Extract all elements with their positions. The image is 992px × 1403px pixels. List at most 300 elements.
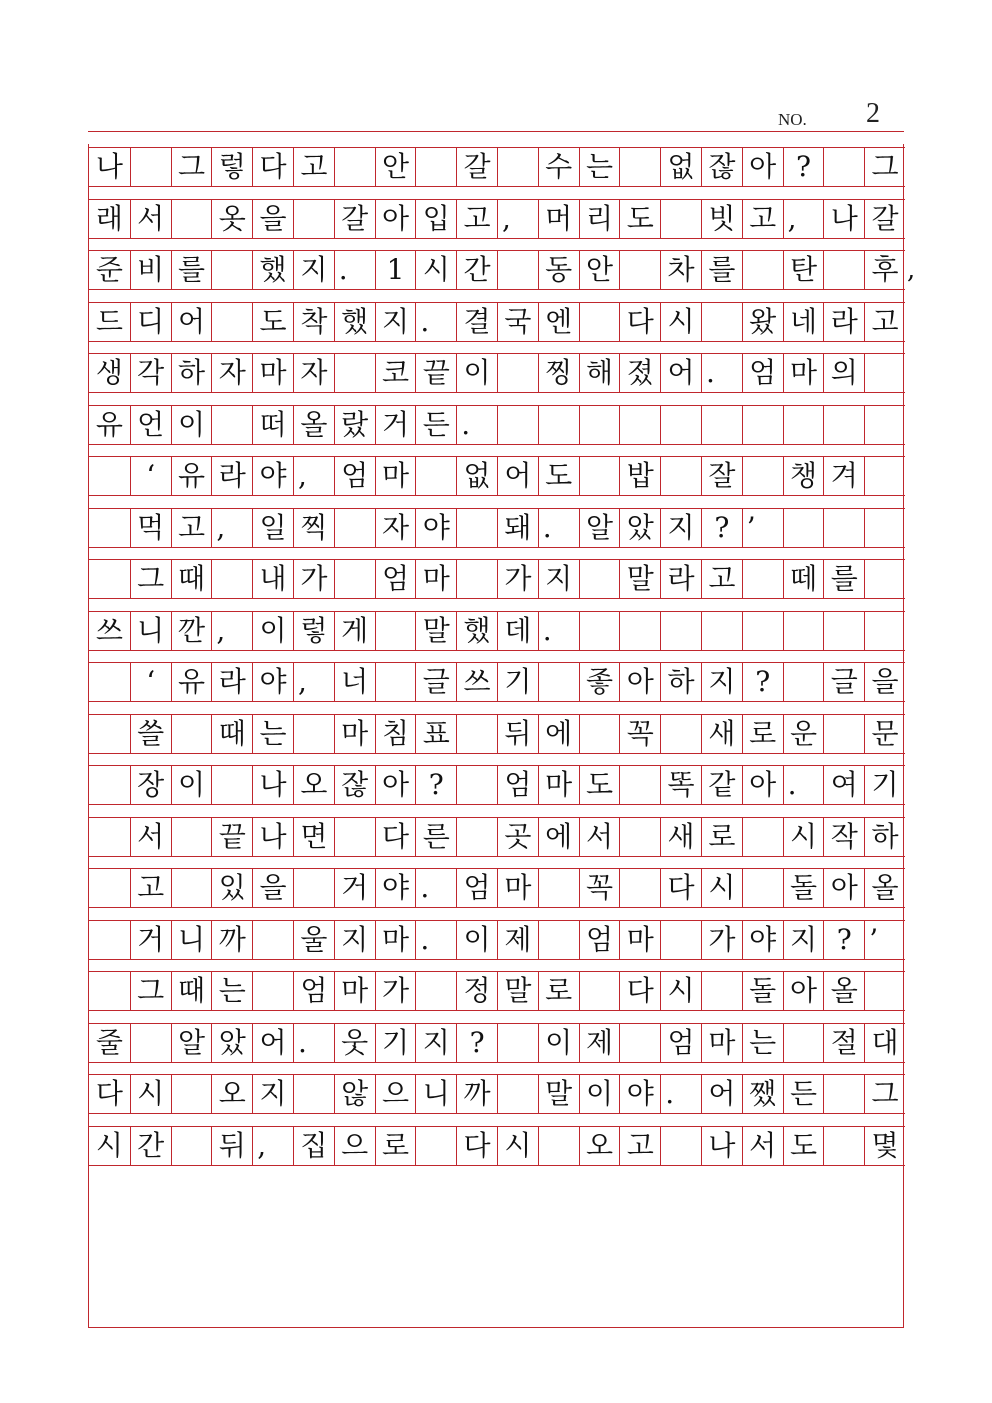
grid-cell: 안 bbox=[579, 251, 620, 289]
grid-cell: 야 bbox=[252, 457, 293, 495]
grid-cell bbox=[823, 251, 864, 289]
grid-cell: 생 bbox=[95, 356, 123, 389]
grid-row bbox=[89, 611, 905, 651]
grid-cell: . bbox=[701, 354, 742, 392]
grid-cell: 리 bbox=[579, 200, 620, 238]
grid-cell: 고 bbox=[130, 869, 171, 907]
grid-cell bbox=[619, 818, 660, 856]
grid-cell bbox=[619, 1024, 660, 1062]
grid-cell: 라 bbox=[211, 457, 252, 495]
grid-cell: 운 bbox=[783, 715, 824, 753]
grid-cell: 새 bbox=[660, 818, 701, 856]
grid-cell: 지 bbox=[252, 1075, 293, 1113]
grid-cell: 끝 bbox=[211, 818, 252, 856]
grid-cell bbox=[742, 560, 783, 598]
grid-cell: 도 bbox=[538, 457, 579, 495]
grid-cell bbox=[783, 612, 824, 650]
grid-cell bbox=[497, 406, 538, 444]
grid-cell: 돌 bbox=[783, 869, 824, 907]
grid-cell: 기 bbox=[864, 766, 905, 804]
grid-cell: 꼭 bbox=[579, 869, 620, 907]
grid-cell: 글 bbox=[415, 663, 456, 701]
grid-cell: 에 bbox=[538, 818, 579, 856]
grid-cell: 어 bbox=[701, 1075, 742, 1113]
grid-cell: 는 bbox=[252, 715, 293, 753]
grid-cell: 까 bbox=[211, 921, 252, 959]
grid-cell: 시 bbox=[415, 251, 456, 289]
grid-cell: 돌 bbox=[742, 972, 783, 1010]
grid-cell: 마 bbox=[619, 921, 660, 959]
grid-cell: 이 bbox=[579, 1075, 620, 1113]
grid-cell: 아 bbox=[783, 972, 824, 1010]
grid-cell: 아 bbox=[375, 200, 416, 238]
grid-cell: 언 bbox=[130, 406, 171, 444]
grid-cell bbox=[742, 612, 783, 650]
grid-cell: 았 bbox=[619, 509, 660, 547]
grid-cell bbox=[579, 972, 620, 1010]
grid-cell: 을 bbox=[252, 200, 293, 238]
grid-cell: 디 bbox=[130, 303, 171, 341]
grid-cell bbox=[823, 406, 864, 444]
grid-cell: . bbox=[415, 869, 456, 907]
grid-cell bbox=[334, 560, 375, 598]
grid-cell bbox=[130, 148, 171, 186]
grid-cell bbox=[415, 972, 456, 1010]
grid-cell: 지 bbox=[660, 509, 701, 547]
grid-cell: 꼭 bbox=[619, 715, 660, 753]
grid-cell: 지 bbox=[701, 663, 742, 701]
grid-cell bbox=[375, 663, 416, 701]
grid-cell: 시 bbox=[783, 818, 824, 856]
grid-cell: 울 bbox=[293, 921, 334, 959]
grid-cell: 네 bbox=[783, 303, 824, 341]
grid-cell: . bbox=[334, 251, 375, 289]
grid-cell: 집 bbox=[293, 1127, 334, 1165]
grid-cell: 엄 bbox=[456, 869, 497, 907]
grid-cell bbox=[497, 1024, 538, 1062]
grid-cell: 여 bbox=[823, 766, 864, 804]
grid-cell: 다 bbox=[619, 972, 660, 1010]
grid-cell bbox=[783, 509, 824, 547]
grid-cell: 도 bbox=[783, 1127, 824, 1165]
grid-cell bbox=[742, 406, 783, 444]
grid-cell: 니 bbox=[130, 612, 171, 650]
grid-cell bbox=[211, 303, 252, 341]
grid-cell: 시 bbox=[701, 869, 742, 907]
grid-cell: 거 bbox=[334, 869, 375, 907]
grid-cell: 갈 bbox=[334, 200, 375, 238]
grid-cell bbox=[823, 1127, 864, 1165]
grid-cell bbox=[293, 715, 334, 753]
grid-cell: 시 bbox=[660, 972, 701, 1010]
grid-cell: 를 bbox=[171, 251, 212, 289]
grid-cell: 끝 bbox=[415, 354, 456, 392]
grid-cell: 잖 bbox=[701, 148, 742, 186]
grid-cell bbox=[415, 457, 456, 495]
grid-cell: 어 bbox=[497, 457, 538, 495]
grid-cell: 마 bbox=[334, 715, 375, 753]
grid-cell bbox=[293, 869, 334, 907]
page-number: 2 bbox=[866, 98, 880, 129]
grid-cell: , bbox=[293, 457, 334, 495]
grid-cell: 을 bbox=[252, 869, 293, 907]
grid-cell: ? bbox=[742, 663, 783, 701]
grid-cell: 찡 bbox=[538, 354, 579, 392]
grid-cell: . bbox=[538, 612, 579, 650]
grid-cell bbox=[171, 200, 212, 238]
grid-cell: 라 bbox=[660, 560, 701, 598]
grid-cell: 데 bbox=[497, 612, 538, 650]
grid-row bbox=[89, 1023, 905, 1063]
grid-cell bbox=[701, 406, 742, 444]
grid-cell: 자 bbox=[375, 509, 416, 547]
grid-cell: 로 bbox=[701, 818, 742, 856]
grid-cell: 를 bbox=[823, 560, 864, 598]
grid-row bbox=[89, 1126, 905, 1166]
grid-cell bbox=[171, 1075, 212, 1113]
grid-cell: 른 bbox=[415, 818, 456, 856]
grid-cell: 오 bbox=[579, 1127, 620, 1165]
grid-cell bbox=[742, 869, 783, 907]
grid-cell: 이 bbox=[171, 406, 212, 444]
grid-cell: 지 bbox=[375, 303, 416, 341]
grid-cell bbox=[252, 921, 293, 959]
grid-cell: 에 bbox=[538, 715, 579, 753]
grid-cell: 코 bbox=[375, 354, 416, 392]
grid-cell: 나 bbox=[823, 200, 864, 238]
grid-row bbox=[89, 868, 905, 908]
grid-cell: 아 bbox=[823, 869, 864, 907]
grid-cell: 곳 bbox=[497, 818, 538, 856]
grid-cell bbox=[497, 1075, 538, 1113]
grid-cell: 도 bbox=[619, 200, 660, 238]
grid-cell: 잘 bbox=[701, 457, 742, 495]
grid-cell bbox=[823, 1075, 864, 1113]
grid-cell: 다 bbox=[660, 869, 701, 907]
grid-cell bbox=[742, 457, 783, 495]
grid-cell bbox=[579, 303, 620, 341]
grid-cell: 도 bbox=[252, 303, 293, 341]
grid-cell: 으 bbox=[375, 1075, 416, 1113]
grid-cell: 올 bbox=[864, 869, 905, 907]
grid-cell bbox=[579, 560, 620, 598]
grid-cell: 엄 bbox=[497, 766, 538, 804]
grid-cell: 똑 bbox=[660, 766, 701, 804]
grid-cell bbox=[660, 715, 701, 753]
grid-cell: 나 bbox=[252, 766, 293, 804]
grid-cell bbox=[619, 251, 660, 289]
grid-cell: 없 bbox=[660, 148, 701, 186]
grid-cell bbox=[89, 766, 130, 804]
grid-cell: , bbox=[211, 509, 252, 547]
grid-cell: 드 bbox=[95, 304, 123, 338]
grid-cell bbox=[579, 457, 620, 495]
grid-cell: 야 bbox=[375, 869, 416, 907]
grid-cell: 야 bbox=[619, 1075, 660, 1113]
grid-cell bbox=[579, 612, 620, 650]
grid-cell bbox=[783, 406, 824, 444]
grid-cell: 결 bbox=[456, 303, 497, 341]
grid-cell: 유 bbox=[95, 407, 123, 441]
grid-cell: 없 bbox=[456, 457, 497, 495]
grid-cell: , bbox=[783, 200, 824, 238]
grid-cell bbox=[783, 1024, 824, 1062]
grid-cell: 엄 bbox=[334, 457, 375, 495]
grid-cell bbox=[619, 406, 660, 444]
grid-cell: 국 bbox=[497, 303, 538, 341]
grid-cell: 옷 bbox=[211, 200, 252, 238]
grid-cell: 야 bbox=[252, 663, 293, 701]
grid-cell: 해 bbox=[579, 354, 620, 392]
grid-cell: 야 bbox=[415, 509, 456, 547]
grid-cell: 잖 bbox=[334, 766, 375, 804]
grid-cell: 준 bbox=[95, 253, 123, 286]
grid-cell: . bbox=[415, 921, 456, 959]
grid-cell: 착 bbox=[293, 303, 334, 341]
grid-cell: 마 bbox=[701, 1024, 742, 1062]
grid-cell bbox=[497, 251, 538, 289]
grid-cell: 대 bbox=[864, 1024, 905, 1062]
grid-cell: . bbox=[293, 1024, 334, 1062]
grid-cell: 다 bbox=[375, 818, 416, 856]
grid-cell bbox=[619, 766, 660, 804]
grid-cell: 랐 bbox=[334, 406, 375, 444]
grid-cell: 서 bbox=[579, 818, 620, 856]
grid-cell: ‘ bbox=[130, 457, 171, 495]
grid-cell bbox=[497, 148, 538, 186]
grid-cell: 마 bbox=[334, 972, 375, 1010]
grid-cell bbox=[334, 148, 375, 186]
grid-cell: 밥 bbox=[619, 457, 660, 495]
grid-cell: 1 bbox=[375, 251, 416, 289]
grid-cell bbox=[701, 303, 742, 341]
grid-cell: ? bbox=[823, 921, 864, 959]
grid-cell: 그 bbox=[130, 972, 171, 1010]
grid-cell bbox=[293, 1075, 334, 1113]
grid-cell: 는 bbox=[742, 1024, 783, 1062]
grid-cell: 문 bbox=[864, 715, 905, 753]
grid-cell: ? bbox=[415, 766, 456, 804]
grid-cell bbox=[211, 406, 252, 444]
grid-cell: 제 bbox=[579, 1024, 620, 1062]
grid-cell: 하 bbox=[660, 663, 701, 701]
grid-cell bbox=[171, 869, 212, 907]
grid-cell: . bbox=[538, 509, 579, 547]
grid-cell: 제 bbox=[497, 921, 538, 959]
grid-cell bbox=[171, 818, 212, 856]
grid-cell: 다 bbox=[456, 1127, 497, 1165]
grid-cell: 알 bbox=[171, 1024, 212, 1062]
grid-cell: 어 bbox=[171, 303, 212, 341]
grid-cell: 탄 bbox=[783, 251, 824, 289]
grid-cell bbox=[89, 869, 130, 907]
grid-cell: 고 bbox=[701, 560, 742, 598]
grid-cell: 든 bbox=[783, 1075, 824, 1113]
grid-cell: 로 bbox=[538, 972, 579, 1010]
grid-cell bbox=[864, 406, 905, 444]
grid-row bbox=[89, 250, 916, 290]
grid-cell: 했 bbox=[334, 303, 375, 341]
grid-cell: 는 bbox=[579, 148, 620, 186]
grid-cell: 나 bbox=[701, 1127, 742, 1165]
grid-cell: 내 bbox=[252, 560, 293, 598]
grid-cell: 고 bbox=[864, 303, 905, 341]
grid-cell: , bbox=[497, 200, 538, 238]
grid-cell: 고 bbox=[171, 509, 212, 547]
grid-cell: 야 bbox=[742, 921, 783, 959]
grid-cell: 엄 bbox=[742, 354, 783, 392]
grid-cell bbox=[89, 715, 130, 753]
grid-cell bbox=[497, 354, 538, 392]
grid-cell: 기 bbox=[375, 1024, 416, 1062]
grid-cell bbox=[89, 972, 130, 1010]
grid-cell: 오 bbox=[211, 1075, 252, 1113]
grid-cell: ? bbox=[783, 148, 824, 186]
grid-cell bbox=[864, 972, 905, 1010]
grid-cell: 아 bbox=[742, 766, 783, 804]
grid-cell: 말 bbox=[619, 560, 660, 598]
grid-cell: 시 bbox=[95, 1128, 123, 1162]
grid-cell bbox=[579, 715, 620, 753]
grid-cell: 다 bbox=[95, 1077, 123, 1110]
grid-cell: 겨 bbox=[823, 457, 864, 495]
grid-cell: 돼 bbox=[497, 509, 538, 547]
grid-cell: 이 bbox=[252, 612, 293, 650]
grid-cell: 좋 bbox=[579, 663, 620, 701]
grid-cell: 이 bbox=[538, 1024, 579, 1062]
grid-cell: 렇 bbox=[211, 148, 252, 186]
grid-cell bbox=[456, 509, 497, 547]
grid-cell: 도 bbox=[579, 766, 620, 804]
grid-row bbox=[89, 508, 905, 548]
grid-cell bbox=[211, 251, 252, 289]
grid-row bbox=[89, 1074, 905, 1114]
grid-cell: ? bbox=[456, 1024, 497, 1062]
grid-cell: 그 bbox=[864, 1075, 905, 1113]
grid-cell: 면 bbox=[293, 818, 334, 856]
grid-cell bbox=[823, 612, 864, 650]
grid-cell: 작 bbox=[823, 818, 864, 856]
grid-cell: 이 bbox=[171, 766, 212, 804]
grid-cell: 로 bbox=[375, 1127, 416, 1165]
grid-cell: 시 bbox=[660, 303, 701, 341]
grid-cell: 게 bbox=[334, 612, 375, 650]
grid-cell bbox=[619, 612, 660, 650]
grid-cell: 엄 bbox=[293, 972, 334, 1010]
grid-cell bbox=[211, 766, 252, 804]
grid-cell: 어 bbox=[252, 1024, 293, 1062]
grid-cell: 그 bbox=[130, 560, 171, 598]
grid-cell: 마 bbox=[375, 457, 416, 495]
grid-cell: 그 bbox=[864, 148, 905, 186]
grid-cell: 거 bbox=[130, 921, 171, 959]
grid-cell: 을 bbox=[864, 663, 905, 701]
grid-cell: 의 bbox=[823, 354, 864, 392]
grid-cell: 웃 bbox=[334, 1024, 375, 1062]
grid-cell bbox=[619, 148, 660, 186]
grid-cell: 엄 bbox=[375, 560, 416, 598]
grid-cell: 니 bbox=[171, 921, 212, 959]
grid-cell: 하 bbox=[171, 354, 212, 392]
grid-cell: 아 bbox=[375, 766, 416, 804]
grid-cell: 왔 bbox=[742, 303, 783, 341]
header-rule bbox=[88, 131, 904, 132]
grid-cell: 절 bbox=[823, 1024, 864, 1062]
grid-cell: 엔 bbox=[538, 303, 579, 341]
grid-cell bbox=[456, 818, 497, 856]
grid-cell: 올 bbox=[823, 972, 864, 1010]
grid-cell: 고 bbox=[619, 1127, 660, 1165]
grid-cell: 고 bbox=[456, 200, 497, 238]
grid-cell bbox=[660, 921, 701, 959]
grid-cell bbox=[89, 560, 130, 598]
page-number-label: NO. bbox=[778, 110, 807, 129]
grid-cell bbox=[89, 457, 130, 495]
grid-cell bbox=[89, 818, 130, 856]
grid-row bbox=[89, 199, 905, 239]
grid-cell: 말 bbox=[538, 1075, 579, 1113]
grid-cell: 뒤 bbox=[211, 1127, 252, 1165]
grid-cell: ? bbox=[701, 509, 742, 547]
grid-cell: . bbox=[415, 303, 456, 341]
grid-cell: 몇 bbox=[864, 1127, 905, 1165]
grid-cell: 았 bbox=[211, 1024, 252, 1062]
grid-row bbox=[89, 765, 905, 805]
grid-cell: 새 bbox=[701, 715, 742, 753]
grid-cell: 서 bbox=[130, 200, 171, 238]
grid-cell bbox=[334, 354, 375, 392]
grid-cell: 지 bbox=[538, 560, 579, 598]
grid-cell: 가 bbox=[293, 560, 334, 598]
grid-cell: 유 bbox=[171, 457, 212, 495]
grid-cell: 쨌 bbox=[742, 1075, 783, 1113]
grid-cell: 마 bbox=[252, 354, 293, 392]
grid-cell: 가 bbox=[497, 560, 538, 598]
grid-cell: 지 bbox=[783, 921, 824, 959]
grid-cell: 오 bbox=[293, 766, 334, 804]
grid-cell: 거 bbox=[375, 406, 416, 444]
overflow-mark: , bbox=[907, 255, 916, 285]
grid-cell: 엄 bbox=[660, 1024, 701, 1062]
grid-cell bbox=[171, 1127, 212, 1165]
grid-cell bbox=[538, 1127, 579, 1165]
grid-row bbox=[89, 920, 905, 960]
grid-cell: 올 bbox=[293, 406, 334, 444]
grid-cell: 가 bbox=[701, 921, 742, 959]
grid-cell: 하 bbox=[864, 818, 905, 856]
grid-cell: 니 bbox=[415, 1075, 456, 1113]
grid-cell: 마 bbox=[375, 921, 416, 959]
grid-cell: 이 bbox=[456, 354, 497, 392]
grid-cell: 든 bbox=[415, 406, 456, 444]
grid-cell bbox=[742, 251, 783, 289]
grid-cell: 기 bbox=[497, 663, 538, 701]
grid-cell bbox=[252, 972, 293, 1010]
grid-cell bbox=[660, 200, 701, 238]
grid-cell: 으 bbox=[334, 1127, 375, 1165]
grid-cell: 때 bbox=[211, 715, 252, 753]
grid-cell bbox=[89, 921, 130, 959]
grid-cell bbox=[864, 560, 905, 598]
grid-cell bbox=[864, 612, 905, 650]
grid-cell: 차 bbox=[660, 251, 701, 289]
grid-cell: 나 bbox=[95, 150, 123, 183]
grid-cell: 안 bbox=[375, 148, 416, 186]
grid-cell: 간 bbox=[456, 251, 497, 289]
grid-cell: 글 bbox=[823, 663, 864, 701]
grid-cell: 자 bbox=[211, 354, 252, 392]
grid-cell: 했 bbox=[456, 612, 497, 650]
